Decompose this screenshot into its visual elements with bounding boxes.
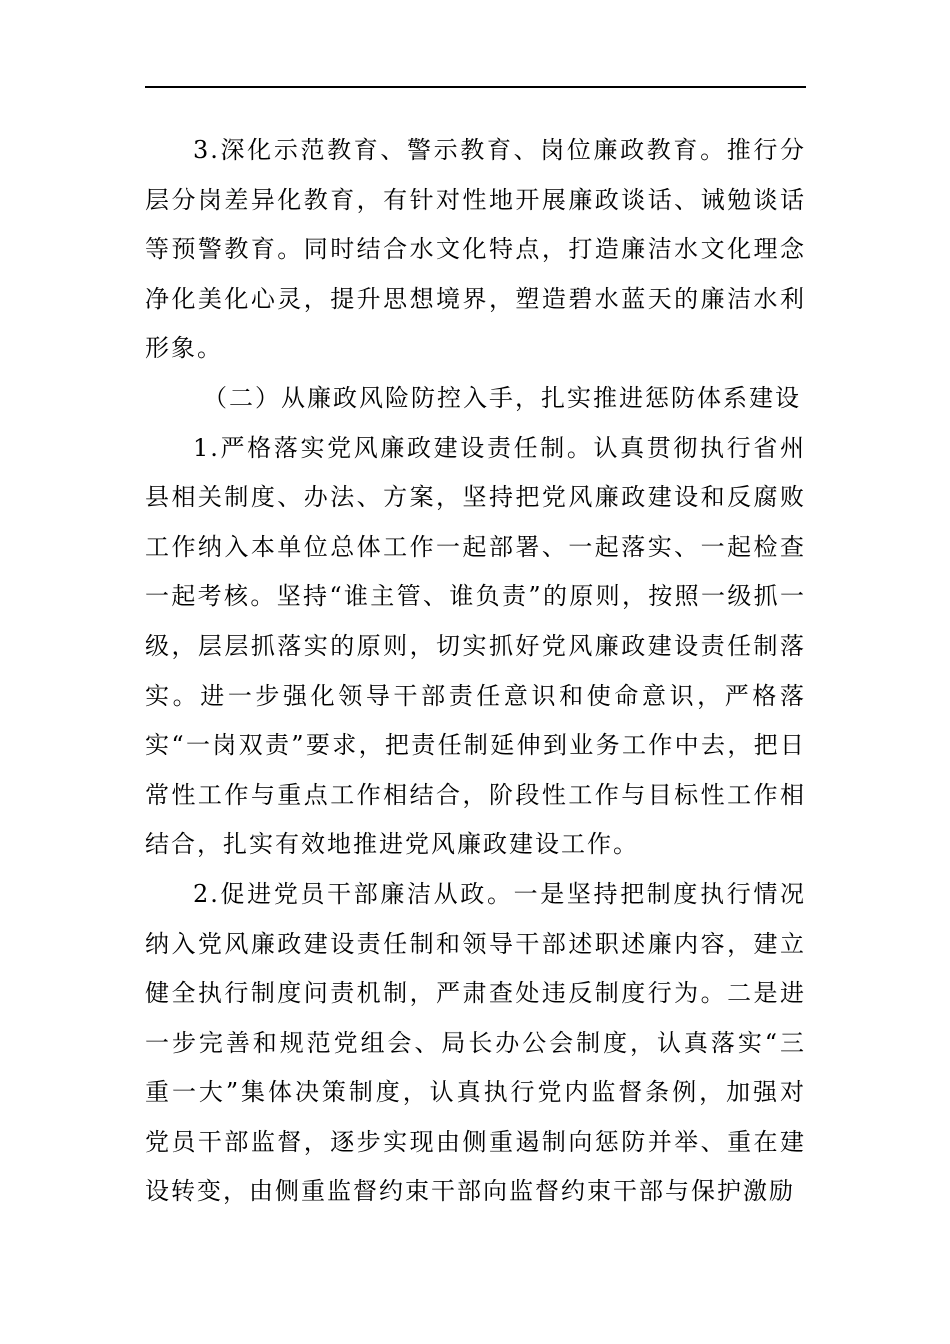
document-body xyxy=(145,126,806,1217)
header-rule xyxy=(145,86,806,88)
paragraph-item-3-education: 3.深化示范教育、警示教育、岗位廉政教育。推行分层分岗差异化教育，有针对性地开展廉政谈话、诫勉谈话等预警教育。同时结合水文化特点，打造廉洁水文化理念净化美化心灵，提升思想境界，塑造碧水蓝天的廉洁水利形象。 xyxy=(145,136,806,363)
paragraph-item-2-integrity: 2.促进党员干部廉洁从政。一是坚持把制度执行情况纳入党风廉政建设责任制和领导干部述职述廉内容，建立健全执行制度问责机制，严肃查处违反制度行为。二是进一步完善和规范党组会、局长办公会制度，认真落实“三重一大”集体决策制度，认真执行党内监督条例，加强对党员干部监督，逐步实现由侧重遏制向惩防并举、重在建设转变，由侧重监督约束干部向监督约束干部与保护激励 xyxy=(145,879,806,1206)
section-heading-2: （二）从廉政风险防控入手，扎实推进惩防体系建设 xyxy=(203,383,801,412)
paragraph-item-1-responsibility: 1.严格落实党风廉政建设责任制。认真贯彻执行省州县相关制度、办法、方案，坚持把党风廉政建设和反腐败工作纳入本单位总体工作一起部署、一起落实、一起检查一起考核。坚持“谁主管、谁负责”的原则，按照一级抓一级，层层抓落实的原则，切实抓好党风廉政建设责任制落实。进一步强化领导干部责任意识和使命意识，严格落实“一岗双责”要求，把责任制延伸到业务工作中去，把日常性工作与重点工作相结合，阶段性工作与目标性工作相结合，扎实有效地推进党风廉政建设工作。 xyxy=(145,433,806,859)
